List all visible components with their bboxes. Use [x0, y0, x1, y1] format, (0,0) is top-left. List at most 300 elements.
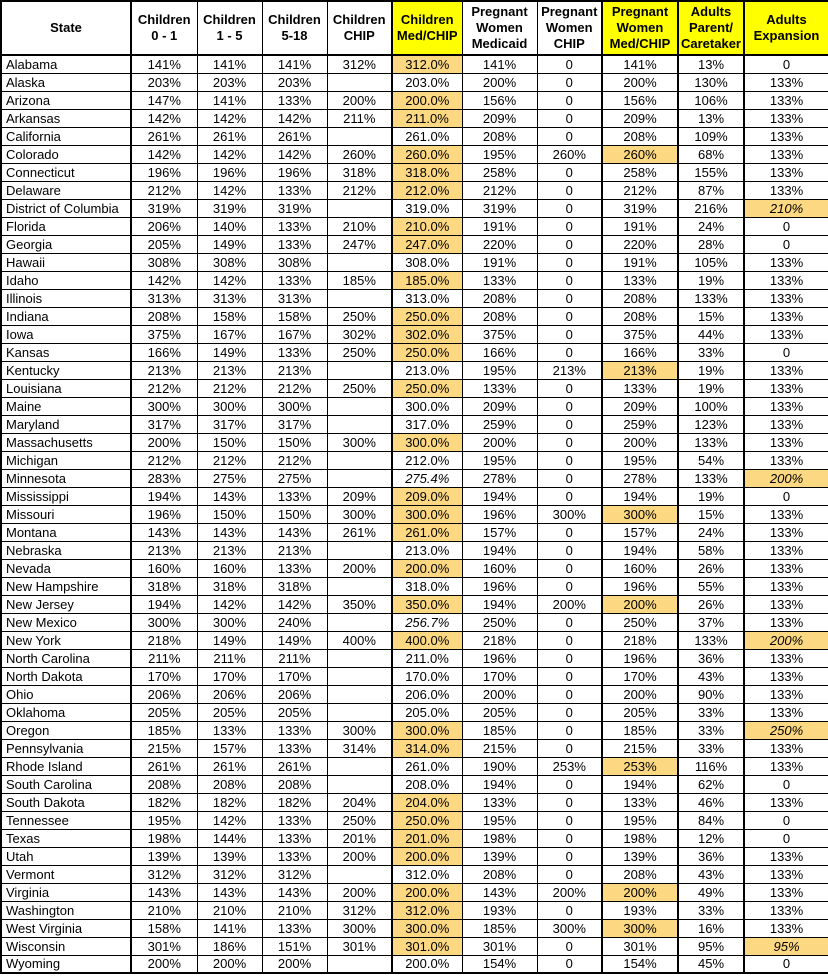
value-cell: 0: [537, 703, 602, 721]
table-row: [1, 541, 828, 559]
value-cell: 205%: [131, 235, 197, 253]
table-row: [1, 847, 828, 865]
value-cell: 142%: [262, 109, 327, 127]
value-cell: 210%: [262, 901, 327, 919]
value-cell: 133%: [262, 811, 327, 829]
state-cell: Delaware: [1, 181, 131, 199]
column-header-line: Caretaker: [681, 36, 741, 52]
value-cell: 142%: [131, 145, 197, 163]
value-cell: 143%: [131, 883, 197, 901]
column-header-line: Adults: [766, 11, 807, 27]
value-cell: 133%: [262, 919, 327, 937]
value-cell: 133%: [744, 865, 828, 883]
value-cell: 133%: [678, 433, 744, 451]
value-cell: 300.0%: [392, 505, 462, 523]
value-cell: 194%: [131, 595, 197, 613]
value-cell: 157%: [602, 523, 678, 541]
value-cell: 204%: [327, 793, 392, 811]
table-row: [1, 73, 828, 91]
value-cell: 49%: [678, 883, 744, 901]
value-cell: [327, 613, 392, 631]
value-cell: 213.0%: [392, 361, 462, 379]
value-cell: [327, 757, 392, 775]
column-header-line: CHIP: [553, 36, 585, 52]
value-cell: 261%: [262, 127, 327, 145]
value-cell: 0: [537, 397, 602, 415]
value-cell: 250.0%: [392, 307, 462, 325]
value-cell: 350%: [327, 595, 392, 613]
value-cell: 211%: [262, 649, 327, 667]
column-header-line: State: [50, 19, 82, 35]
value-cell: 0: [537, 811, 602, 829]
value-cell: 313.0%: [392, 289, 462, 307]
value-cell: 212%: [131, 379, 197, 397]
value-cell: 26%: [678, 595, 744, 613]
value-cell: 141%: [462, 55, 537, 73]
value-cell: 210%: [197, 901, 262, 919]
value-cell: 160%: [131, 559, 197, 577]
value-cell: 261%: [131, 127, 197, 145]
value-cell: 185%: [462, 919, 537, 937]
value-cell: 208%: [131, 775, 197, 793]
header-row: [1, 1, 828, 55]
value-cell: 314.0%: [392, 739, 462, 757]
value-cell: 200%: [462, 433, 537, 451]
value-cell: 259%: [602, 415, 678, 433]
value-cell: 210%: [327, 217, 392, 235]
value-cell: 0: [537, 541, 602, 559]
column-header-line: Parent/: [688, 19, 734, 35]
value-cell: 158%: [197, 307, 262, 325]
value-cell: 319%: [262, 199, 327, 217]
value-cell: 300%: [197, 397, 262, 415]
value-cell: 133%: [602, 793, 678, 811]
state-cell: Missouri: [1, 505, 131, 523]
value-cell: 155%: [678, 163, 744, 181]
value-cell: 26%: [678, 559, 744, 577]
value-cell: 250%: [462, 613, 537, 631]
value-cell: 33%: [678, 901, 744, 919]
state-cell: Alabama: [1, 55, 131, 73]
value-cell: 375%: [602, 325, 678, 343]
state-cell: Pennsylvania: [1, 739, 131, 757]
value-cell: 0: [744, 487, 828, 505]
value-cell: 261.0%: [392, 127, 462, 145]
table-row: [1, 739, 828, 757]
value-cell: 275%: [262, 469, 327, 487]
value-cell: 206%: [197, 685, 262, 703]
value-cell: 186%: [197, 937, 262, 955]
value-cell: 54%: [678, 451, 744, 469]
state-cell: New Mexico: [1, 613, 131, 631]
value-cell: 157%: [462, 523, 537, 541]
value-cell: 200%: [602, 685, 678, 703]
value-cell: 105%: [678, 253, 744, 271]
value-cell: 302.0%: [392, 325, 462, 343]
value-cell: 196%: [462, 577, 537, 595]
value-cell: 313%: [197, 289, 262, 307]
table-row: [1, 487, 828, 505]
value-cell: 182%: [131, 793, 197, 811]
value-cell: 210%: [131, 901, 197, 919]
value-cell: 37%: [678, 613, 744, 631]
value-cell: 0: [537, 487, 602, 505]
state-cell: Iowa: [1, 325, 131, 343]
value-cell: 133%: [262, 343, 327, 361]
value-cell: 318%: [327, 163, 392, 181]
value-cell: 301%: [462, 937, 537, 955]
value-cell: 142%: [197, 181, 262, 199]
value-cell: 258%: [462, 163, 537, 181]
value-cell: 194%: [462, 775, 537, 793]
value-cell: 62%: [678, 775, 744, 793]
value-cell: 278%: [462, 469, 537, 487]
value-cell: 195%: [462, 361, 537, 379]
value-cell: 200%: [537, 883, 602, 901]
value-cell: 170%: [462, 667, 537, 685]
value-cell: 200%: [744, 631, 828, 649]
value-cell: 142%: [197, 271, 262, 289]
value-cell: 133%: [744, 397, 828, 415]
table-row: [1, 919, 828, 937]
value-cell: 261%: [131, 757, 197, 775]
value-cell: 0: [537, 433, 602, 451]
column-header-children-0-1: [131, 1, 197, 55]
value-cell: 182%: [262, 793, 327, 811]
state-cell: Maine: [1, 397, 131, 415]
value-cell: 194%: [462, 595, 537, 613]
value-cell: 133%: [744, 163, 828, 181]
value-cell: 143%: [197, 523, 262, 541]
value-cell: 261.0%: [392, 523, 462, 541]
table-row: [1, 577, 828, 595]
value-cell: 133%: [744, 757, 828, 775]
value-cell: 208%: [462, 127, 537, 145]
value-cell: 317.0%: [392, 415, 462, 433]
value-cell: 206.0%: [392, 685, 462, 703]
value-cell: 206%: [131, 217, 197, 235]
state-cell: Virginia: [1, 883, 131, 901]
value-cell: 201%: [327, 829, 392, 847]
value-cell: 160%: [462, 559, 537, 577]
column-header-state: [1, 1, 131, 55]
value-cell: 19%: [678, 361, 744, 379]
value-cell: 166%: [131, 343, 197, 361]
state-cell: Minnesota: [1, 469, 131, 487]
value-cell: 261%: [197, 757, 262, 775]
value-cell: 141%: [197, 919, 262, 937]
state-cell: West Virginia: [1, 919, 131, 937]
value-cell: 250%: [327, 379, 392, 397]
value-cell: 375%: [131, 325, 197, 343]
value-cell: 196%: [602, 577, 678, 595]
value-cell: 212%: [327, 181, 392, 199]
value-cell: 185%: [602, 721, 678, 739]
value-cell: 149%: [262, 631, 327, 649]
value-cell: 139%: [131, 847, 197, 865]
value-cell: 312%: [262, 865, 327, 883]
value-cell: 166%: [602, 343, 678, 361]
value-cell: 213%: [131, 361, 197, 379]
value-cell: 198%: [131, 829, 197, 847]
state-cell: Kentucky: [1, 361, 131, 379]
value-cell: 142%: [197, 109, 262, 127]
value-cell: 300.0%: [392, 919, 462, 937]
value-cell: 170%: [131, 667, 197, 685]
table-row: [1, 451, 828, 469]
value-cell: 196%: [462, 505, 537, 523]
value-cell: 205%: [197, 703, 262, 721]
value-cell: 261%: [262, 757, 327, 775]
value-cell: 200.0%: [392, 91, 462, 109]
column-header-pregnant-women-chip: [537, 1, 602, 55]
value-cell: 133%: [462, 793, 537, 811]
state-cell: California: [1, 127, 131, 145]
value-cell: 0: [537, 793, 602, 811]
value-cell: 170%: [197, 667, 262, 685]
state-cell: Oklahoma: [1, 703, 131, 721]
value-cell: 195%: [131, 811, 197, 829]
value-cell: 200.0%: [392, 955, 462, 973]
value-cell: 350.0%: [392, 595, 462, 613]
value-cell: 0: [537, 253, 602, 271]
value-cell: 312%: [197, 865, 262, 883]
value-cell: 300%: [537, 919, 602, 937]
value-cell: 133%: [197, 721, 262, 739]
value-cell: 133%: [744, 541, 828, 559]
table-row: [1, 631, 828, 649]
value-cell: 312.0%: [392, 865, 462, 883]
value-cell: 0: [744, 955, 828, 973]
value-cell: 200%: [327, 559, 392, 577]
value-cell: [327, 577, 392, 595]
column-header-line: Medicaid: [471, 36, 528, 52]
value-cell: 200.0%: [392, 559, 462, 577]
value-cell: 308.0%: [392, 253, 462, 271]
value-cell: [327, 469, 392, 487]
value-cell: 210.0%: [392, 217, 462, 235]
column-header-line: Children: [203, 11, 256, 27]
value-cell: 16%: [678, 919, 744, 937]
column-header-line: Adults: [690, 3, 732, 19]
value-cell: 203%: [131, 73, 197, 91]
value-cell: 300%: [131, 397, 197, 415]
value-cell: [327, 703, 392, 721]
value-cell: 46%: [678, 793, 744, 811]
value-cell: 208%: [602, 289, 678, 307]
value-cell: 250%: [327, 307, 392, 325]
value-cell: 200%: [327, 883, 392, 901]
value-cell: 133%: [678, 289, 744, 307]
value-cell: 133%: [744, 415, 828, 433]
state-cell: Utah: [1, 847, 131, 865]
value-cell: 0: [537, 523, 602, 541]
value-cell: 0: [537, 181, 602, 199]
column-header-line: CHIP: [343, 28, 375, 43]
value-cell: 300%: [537, 505, 602, 523]
value-cell: 206%: [131, 685, 197, 703]
table-row: [1, 685, 828, 703]
value-cell: 0: [537, 199, 602, 217]
value-cell: 0: [537, 127, 602, 145]
value-cell: 87%: [678, 181, 744, 199]
value-cell: 313%: [131, 289, 197, 307]
table-row: [1, 325, 828, 343]
value-cell: 314%: [327, 739, 392, 757]
value-cell: 151%: [262, 937, 327, 955]
value-cell: 212%: [131, 181, 197, 199]
value-cell: 150%: [197, 433, 262, 451]
table-row: [1, 595, 828, 613]
table-row: [1, 217, 828, 235]
value-cell: 0: [537, 109, 602, 127]
value-cell: 0: [744, 217, 828, 235]
value-cell: 260%: [327, 145, 392, 163]
table-row: [1, 163, 828, 181]
value-cell: 141%: [131, 55, 197, 73]
value-cell: 215%: [462, 739, 537, 757]
value-cell: 253%: [537, 757, 602, 775]
column-header-pregnant-women-med-chip: [602, 1, 678, 55]
value-cell: 0: [537, 415, 602, 433]
value-cell: 212%: [197, 379, 262, 397]
column-header-children-med-chip: [392, 1, 462, 55]
state-cell: North Dakota: [1, 667, 131, 685]
value-cell: 116%: [678, 757, 744, 775]
value-cell: 156%: [462, 91, 537, 109]
value-cell: 166%: [462, 343, 537, 361]
table-row: [1, 469, 828, 487]
value-cell: 36%: [678, 649, 744, 667]
value-cell: 250%: [327, 343, 392, 361]
value-cell: 133%: [744, 739, 828, 757]
value-cell: 133%: [602, 379, 678, 397]
value-cell: 200%: [131, 433, 197, 451]
value-cell: 43%: [678, 667, 744, 685]
value-cell: 0: [537, 163, 602, 181]
column-header-line: 0 - 1: [151, 28, 178, 43]
value-cell: 33%: [678, 721, 744, 739]
table-row: [1, 811, 828, 829]
value-cell: 0: [537, 829, 602, 847]
value-cell: 209%: [462, 109, 537, 127]
state-cell: Texas: [1, 829, 131, 847]
value-cell: 142%: [197, 595, 262, 613]
value-cell: 247.0%: [392, 235, 462, 253]
value-cell: [327, 865, 392, 883]
value-cell: 196%: [262, 163, 327, 181]
value-cell: 0: [537, 577, 602, 595]
value-cell: 133%: [262, 235, 327, 253]
value-cell: 203%: [197, 73, 262, 91]
value-cell: 200%: [602, 73, 678, 91]
state-cell: Maryland: [1, 415, 131, 433]
value-cell: 247%: [327, 235, 392, 253]
column-header-line: Children: [268, 11, 321, 27]
value-cell: 142%: [197, 811, 262, 829]
value-cell: 220%: [602, 235, 678, 253]
value-cell: 45%: [678, 955, 744, 973]
state-cell: Alaska: [1, 73, 131, 91]
value-cell: 0: [537, 271, 602, 289]
value-cell: 139%: [462, 847, 537, 865]
value-cell: 58%: [678, 541, 744, 559]
value-cell: 209%: [462, 397, 537, 415]
state-cell: District of Columbia: [1, 199, 131, 217]
value-cell: 0: [744, 775, 828, 793]
value-cell: 209%: [327, 487, 392, 505]
value-cell: 283%: [131, 469, 197, 487]
column-header-adults-parent-caretaker: [678, 1, 744, 55]
column-header-line: Pregnant: [611, 3, 669, 19]
value-cell: 308%: [197, 253, 262, 271]
value-cell: 300%: [131, 613, 197, 631]
value-cell: 133%: [744, 325, 828, 343]
value-cell: [327, 397, 392, 415]
table-row: [1, 271, 828, 289]
value-cell: 308%: [131, 253, 197, 271]
value-cell: 133%: [744, 595, 828, 613]
value-cell: 100%: [678, 397, 744, 415]
value-cell: 319.0%: [392, 199, 462, 217]
value-cell: [327, 127, 392, 145]
table-row: [1, 433, 828, 451]
value-cell: 144%: [197, 829, 262, 847]
value-cell: 213%: [262, 541, 327, 559]
value-cell: 167%: [197, 325, 262, 343]
value-cell: 208%: [602, 865, 678, 883]
value-cell: 133%: [462, 379, 537, 397]
value-cell: 0: [537, 775, 602, 793]
value-cell: 211%: [197, 649, 262, 667]
value-cell: 130%: [678, 73, 744, 91]
value-cell: 133%: [744, 109, 828, 127]
value-cell: 133%: [744, 181, 828, 199]
table-row: [1, 865, 828, 883]
value-cell: 318.0%: [392, 577, 462, 595]
table-row: [1, 235, 828, 253]
value-cell: 215%: [131, 739, 197, 757]
state-cell: Michigan: [1, 451, 131, 469]
state-cell: Connecticut: [1, 163, 131, 181]
value-cell: 33%: [678, 703, 744, 721]
value-cell: 250.0%: [392, 811, 462, 829]
value-cell: 133%: [262, 181, 327, 199]
value-cell: 208%: [197, 775, 262, 793]
value-cell: 133%: [744, 523, 828, 541]
value-cell: 260%: [602, 145, 678, 163]
value-cell: 375%: [462, 325, 537, 343]
value-cell: 196%: [131, 163, 197, 181]
value-cell: 142%: [197, 145, 262, 163]
value-cell: 301%: [327, 937, 392, 955]
value-cell: 133%: [262, 721, 327, 739]
value-cell: 133%: [262, 847, 327, 865]
value-cell: 260%: [537, 145, 602, 163]
value-cell: 300%: [197, 613, 262, 631]
value-cell: 195%: [602, 451, 678, 469]
value-cell: 133%: [744, 559, 828, 577]
state-cell: Indiana: [1, 307, 131, 325]
table-row: [1, 883, 828, 901]
value-cell: 200%: [602, 595, 678, 613]
state-cell: Tennessee: [1, 811, 131, 829]
value-cell: 167%: [262, 325, 327, 343]
value-cell: 205%: [131, 703, 197, 721]
value-cell: 133%: [744, 613, 828, 631]
value-cell: 200%: [262, 955, 327, 973]
state-cell: Vermont: [1, 865, 131, 883]
